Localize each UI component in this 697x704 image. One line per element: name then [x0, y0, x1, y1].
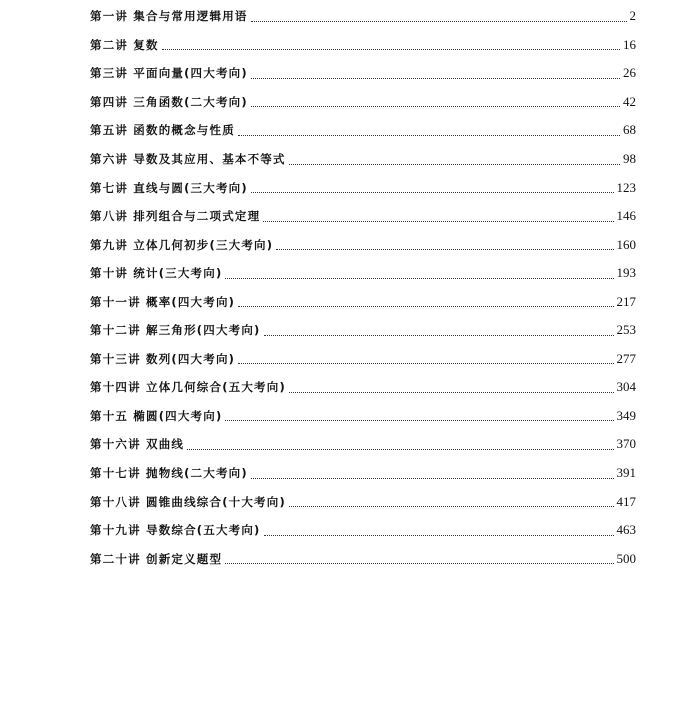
toc-entry[interactable]	[90, 88, 636, 117]
dot-leader	[225, 266, 613, 279]
dot-leader	[251, 9, 627, 22]
toc-entry[interactable]	[90, 487, 636, 516]
dot-leader	[263, 209, 613, 222]
toc-entry[interactable]	[90, 373, 636, 402]
toc-entry-title: 第十三讲 数列(四大考向)	[90, 351, 236, 366]
toc-entry[interactable]	[90, 259, 636, 288]
dot-leader	[238, 294, 613, 307]
toc-entry-page: 349	[616, 407, 636, 423]
dot-leader	[251, 94, 620, 107]
toc-entry-title: 第九讲 立体几何初步(三大考向)	[90, 237, 274, 252]
dot-leader	[225, 551, 613, 564]
toc-entry-title: 第十七讲 抛物线(二大考向)	[90, 466, 248, 481]
toc-entry-page: 304	[616, 379, 636, 395]
toc-entry-title: 第二讲 复数	[90, 37, 159, 52]
toc-entry-page: 391	[616, 465, 636, 481]
toc-entry-title: 第二十讲 创新定义题型	[90, 551, 223, 566]
toc-entry-page: 42	[623, 93, 636, 109]
toc-entry[interactable]	[90, 173, 636, 202]
toc-entry[interactable]	[90, 402, 636, 431]
toc-entry-page: 123	[616, 179, 636, 195]
dot-leader	[251, 180, 614, 193]
toc-entry[interactable]	[90, 202, 636, 231]
toc-entry-title: 第十九讲 导数综合(五大考向)	[90, 523, 261, 538]
dot-leader	[251, 66, 620, 79]
dot-leader	[187, 437, 613, 450]
toc-entry-page: 500	[616, 550, 636, 566]
dot-leader	[289, 494, 614, 507]
toc-entry[interactable]	[90, 287, 636, 316]
toc-entry-page: 217	[616, 293, 636, 309]
toc-entry-title: 第十八讲 圆锥曲线综合(十大考向)	[90, 494, 286, 509]
toc-entry-page: 160	[616, 236, 636, 252]
toc-entry-title: 第十一讲 概率(四大考向)	[90, 294, 236, 309]
toc-entry-title: 第四讲 三角函数(二大考向)	[90, 94, 248, 109]
dot-leader	[264, 323, 614, 336]
toc-entry-title: 第八讲 排列组合与二项式定理	[90, 209, 261, 224]
toc-entry-title: 第一讲 集合与常用逻辑用语	[90, 9, 248, 24]
toc-entry-page: 417	[616, 493, 636, 509]
dot-leader	[238, 351, 613, 364]
toc-entry-title: 第十二讲 解三角形(四大考向)	[90, 323, 261, 338]
toc-entry[interactable]	[90, 116, 636, 145]
toc-entry-page: 26	[623, 65, 636, 81]
toc-entry-page: 16	[623, 36, 636, 52]
toc-entry-page: 98	[623, 151, 636, 166]
dot-leader	[238, 123, 620, 136]
toc-entry-page: 68	[623, 122, 636, 138]
toc-entry-title: 第十五 椭圆(四大考向)	[90, 408, 223, 423]
toc-entry-title: 第五讲 函数的概念与性质	[90, 123, 235, 138]
toc-entry-page: 2	[629, 8, 636, 24]
toc-entry[interactable]	[90, 31, 636, 60]
dot-leader	[162, 37, 620, 50]
toc-entry-title: 第三讲 平面向量(四大考向)	[90, 66, 248, 81]
toc-entry-page: 146	[616, 208, 636, 224]
toc-entry-page: 253	[616, 322, 636, 338]
toc-entry[interactable]	[90, 2, 636, 31]
toc-entry-title: 第六讲 导数及其应用、基本不等式	[90, 152, 286, 166]
dot-leader	[289, 380, 614, 393]
toc-entry[interactable]	[90, 459, 636, 488]
toc-entry[interactable]	[90, 544, 636, 573]
dot-leader	[289, 152, 620, 165]
toc-entry-page: 277	[616, 350, 636, 366]
toc-entry-title: 第十四讲 立体几何综合(五大考向)	[90, 380, 286, 395]
toc-entry[interactable]	[90, 316, 636, 345]
toc-entry[interactable]	[90, 59, 636, 88]
toc-entry-page: 193	[616, 265, 636, 281]
toc-entry-title: 第十讲 统计(三大考向)	[90, 266, 223, 281]
toc-entry-title: 第十六讲 双曲线	[90, 437, 185, 452]
toc-entry-page: 370	[616, 436, 636, 452]
toc-entry-page: 463	[616, 522, 636, 538]
dot-leader	[264, 523, 614, 536]
dot-leader	[276, 237, 613, 250]
toc-entry[interactable]	[90, 345, 636, 374]
toc-entry[interactable]	[90, 230, 636, 259]
toc-entry[interactable]	[90, 430, 636, 459]
toc-entry[interactable]	[90, 516, 636, 545]
table-of-contents	[90, 2, 636, 573]
dot-leader	[251, 466, 614, 479]
toc-entry[interactable]	[90, 145, 636, 174]
dot-leader	[225, 408, 613, 421]
toc-entry-title: 第七讲 直线与圆(三大考向)	[90, 180, 248, 195]
